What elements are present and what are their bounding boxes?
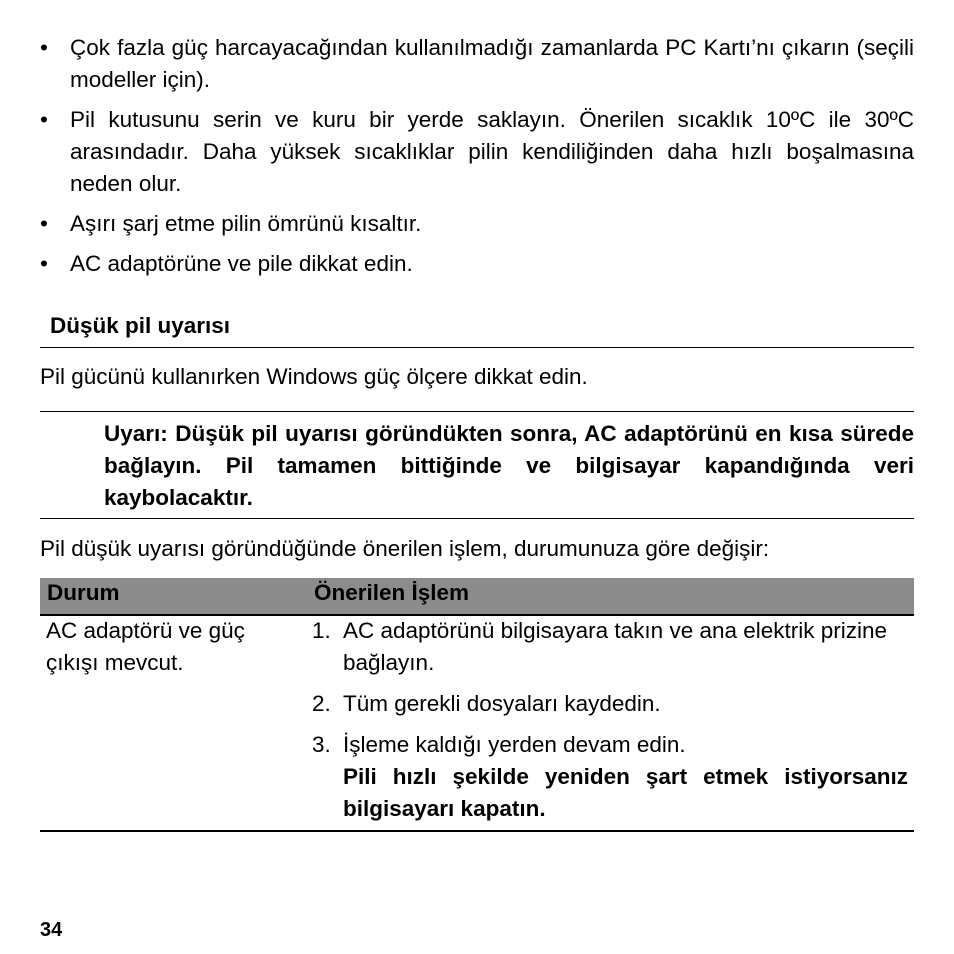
bullet-icon: •: [40, 107, 48, 132]
step-number: 1.: [312, 618, 331, 643]
column-header-durum: Durum: [47, 580, 120, 605]
column-header-action: Önerilen İşlem: [314, 580, 470, 605]
bullet-text: Pil kutusunu serin ve kuru bir yerde saklayın. Önerilen sıcaklık 10ºC ile 30ºC arasındadır. Daha yüksek sıcaklıklar pilin kendiliğinden daha hızlı boşalmasına neden olur.: [70, 107, 914, 196]
table-cell-steps: [312, 615, 908, 834]
bullet-text: Aşırı şarj etme pilin ömrünü kısaltır.: [70, 211, 422, 236]
table-bottom-rule: [40, 830, 914, 832]
table-cell-condition: AC adaptörü ve güç çıkışı mevcut.: [46, 618, 245, 675]
table-intro-text: Pil düşük uyarısı göründüğünde önerilen işlem, durumunuza göre değişir:: [40, 536, 770, 561]
section-heading: Düşük pil uyarısı: [50, 313, 231, 338]
table-header: [40, 578, 914, 616]
bullet-text: AC adaptörüne ve pile dikkat edin.: [70, 251, 413, 276]
step-item: [312, 688, 908, 720]
list-item: [40, 32, 914, 96]
bullet-icon: •: [40, 251, 48, 276]
intro-text: Pil gücünü kullanırken Windows güç ölçere dikkat edin.: [40, 364, 588, 389]
bullet-icon: •: [40, 211, 48, 236]
step-item: [312, 615, 908, 679]
step-number: 3.: [312, 732, 331, 757]
step-text: İşleme kaldığı yerden devam edin.: [343, 732, 686, 757]
warning-text: Uyarı: Düşük pil uyarısı göründükten sonra, AC adaptörünü en kısa sürede bağlayın. Pil tamamen bittiğinde ve bilgisayar kapandığında veri kaybolacaktır.: [104, 421, 914, 510]
page-number: 34: [40, 919, 63, 941]
step-text: Tüm gerekli dosyaları kaydedin.: [343, 691, 661, 716]
bullet-text: Çok fazla güç harcayacağından kullanılmadığı zamanlarda PC Kartı’nı çıkarın (seçili modeller için).: [70, 35, 914, 92]
warning-bottom-divider: [40, 518, 914, 519]
list-item: [40, 208, 914, 240]
step-number: 2.: [312, 691, 331, 716]
warning-top-divider: [40, 411, 914, 412]
step-item: [312, 729, 908, 825]
bullet-list: [40, 32, 914, 288]
step-note: Pili hızlı şekilde yeniden şart etmek istiyorsanız bilgisayarı kapatın.: [343, 764, 908, 821]
step-text: AC adaptörünü bilgisayara takın ve ana elektrik prizine bağlayın.: [343, 618, 888, 675]
heading-divider: [40, 347, 914, 348]
bullet-icon: •: [40, 35, 48, 60]
list-item: [40, 104, 914, 200]
list-item: [40, 248, 914, 280]
